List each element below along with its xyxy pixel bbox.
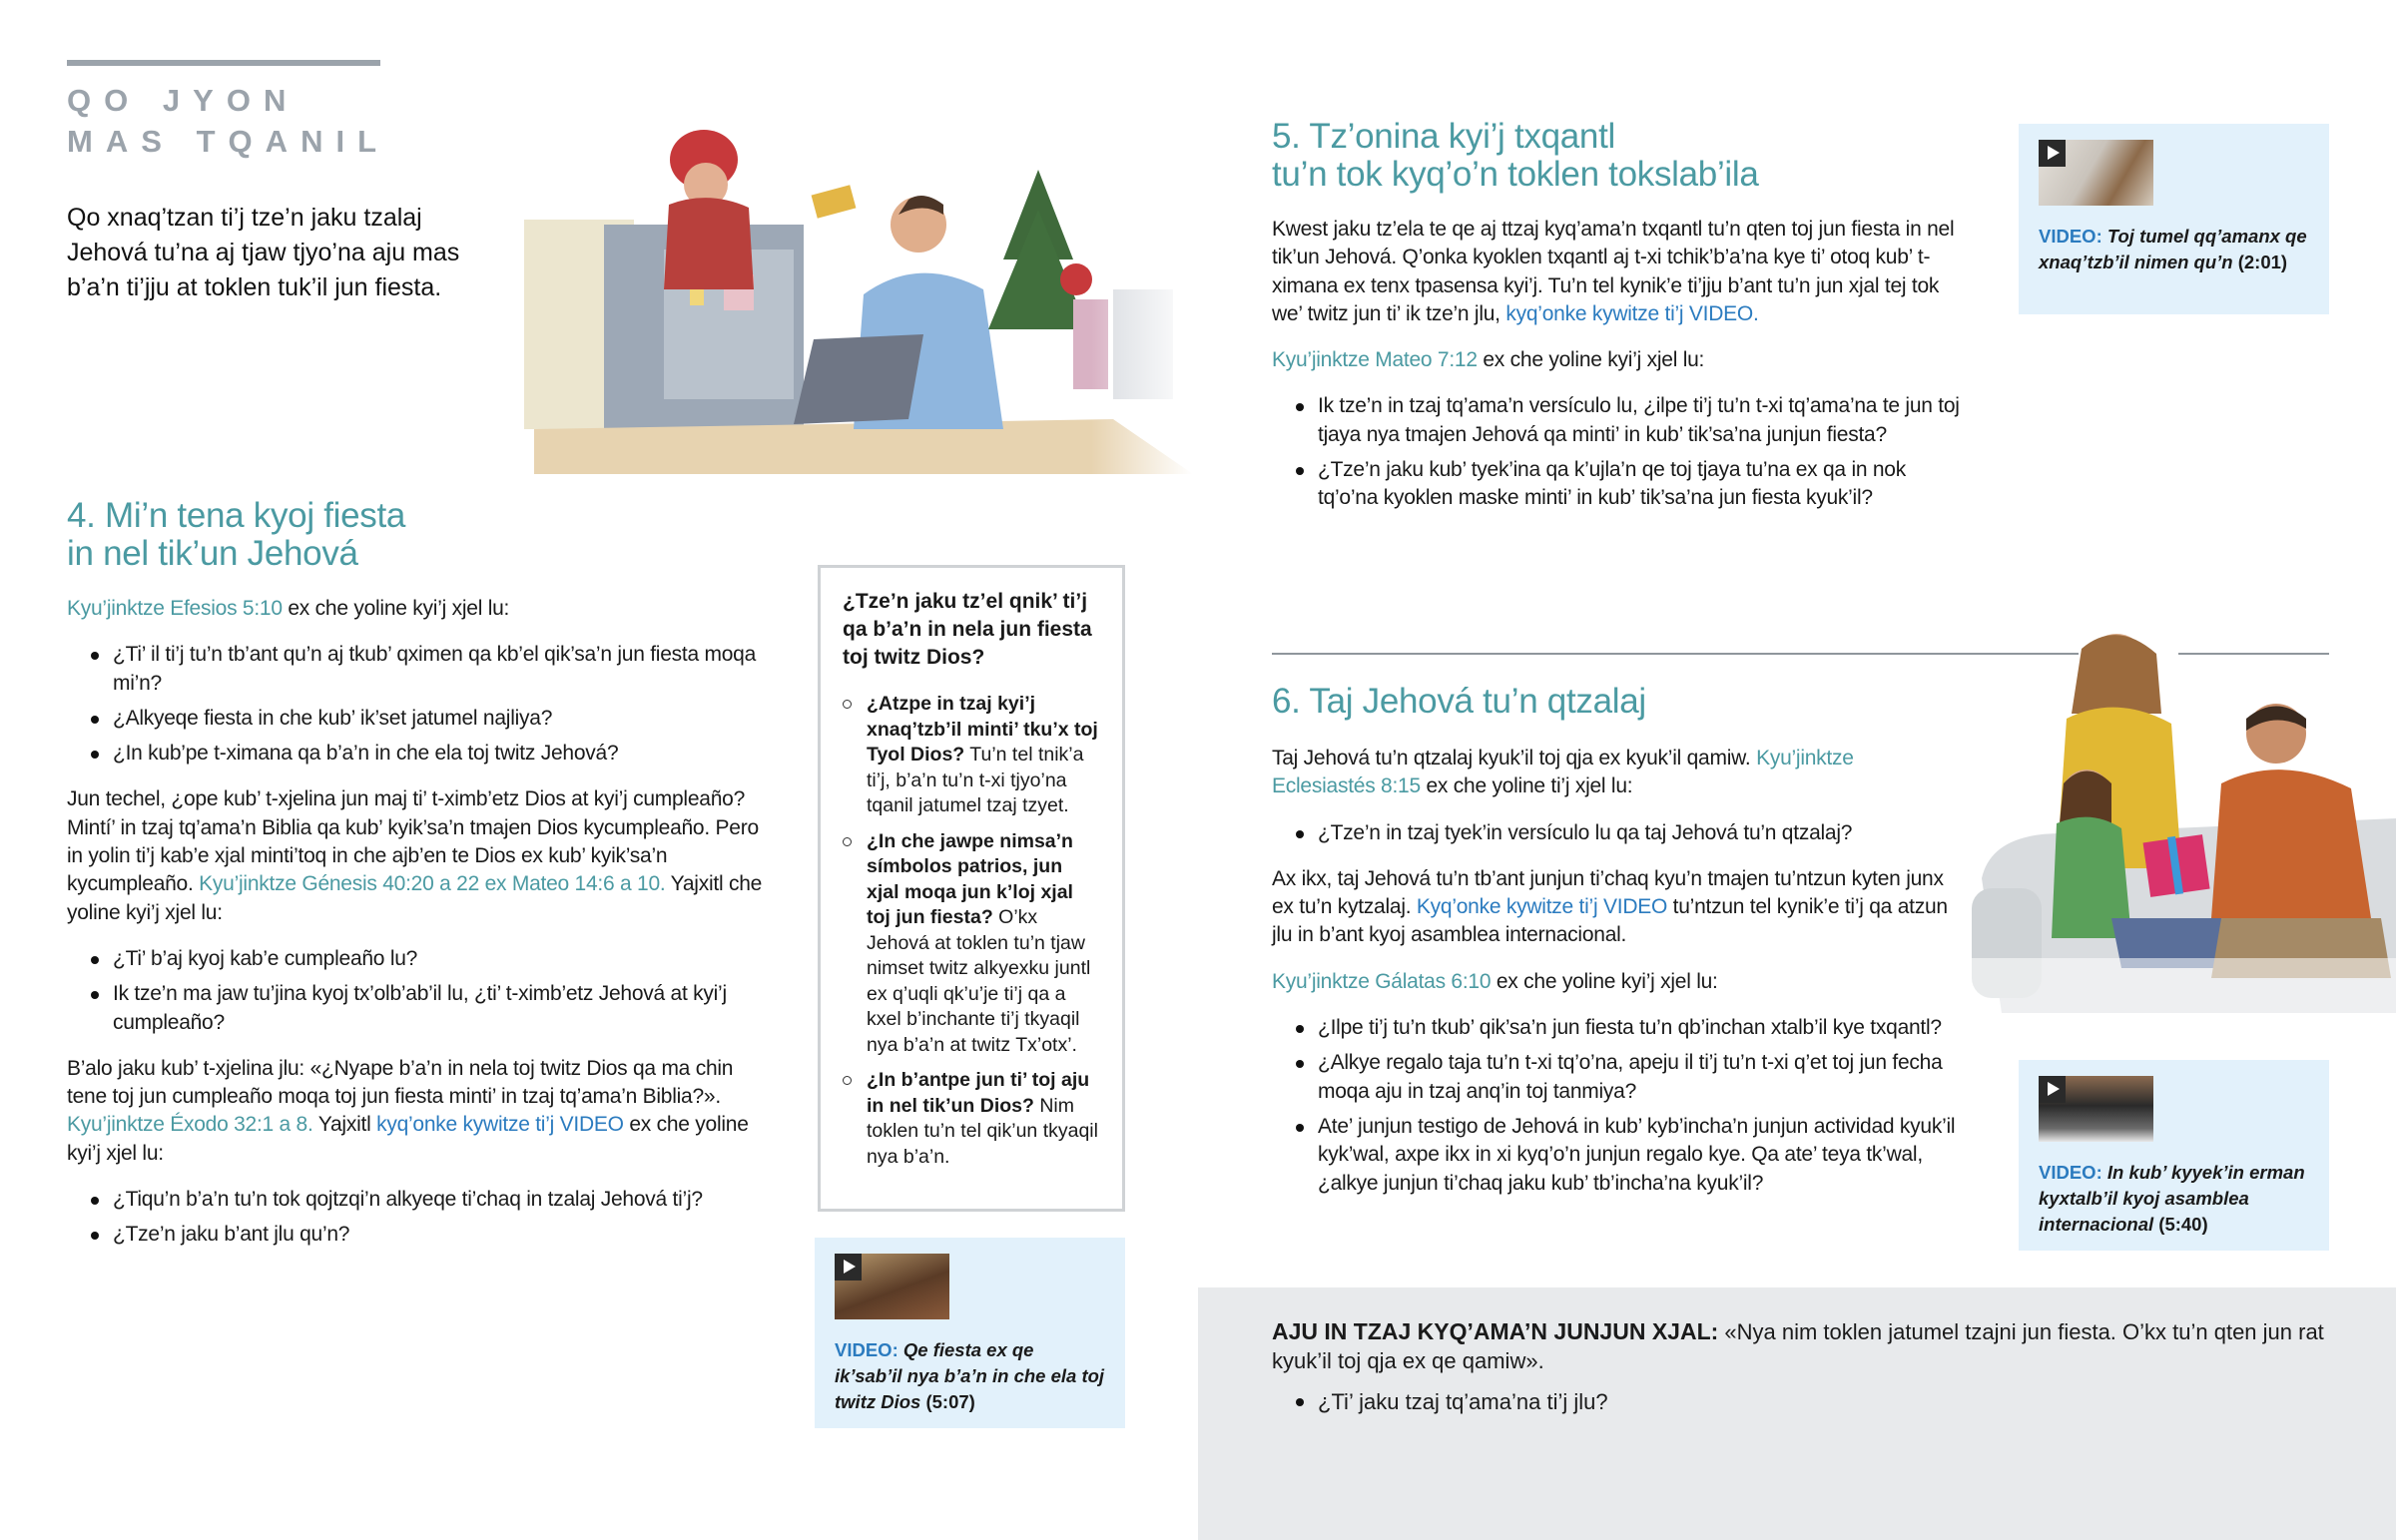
opinion-question-list — [1272, 1387, 2330, 1416]
text-run: tu’ntzun tel kynik’e ti’j qa atzun jlu in b’ant kyoj asamblea internacional. — [1272, 895, 1948, 947]
scripture-reference[interactable]: Kyu’jinktze Gálatas 6:10 — [1272, 969, 1492, 993]
sidebar-box-item — [867, 692, 1100, 819]
paragraph — [1272, 968, 1961, 996]
text-run: Jun techel, ¿ope kub’ t-xjelina jun maj ti’ t-ximb’etz Dios at kyi’j cumpleaño? Mintí’ in tzaj tq’ama’n Biblia qa kub’ kyik’sa’n tmajen Dios kycumpleaño. Pero in yolin ti’j kab’e xjal minti’toq in che ajb’en te Dios ex kub’ kyik’sa’n kycumpleaño. — [67, 787, 759, 896]
video-thumbnail[interactable] — [2039, 140, 2153, 206]
paragraph — [1272, 745, 1961, 801]
text-run: Ax ikx, taj Jehová tu’n tb’ant junjun ti’chaq kyu’n tmajen tu’ntzun kyten junx ex tu’n kytzalaj. — [1272, 866, 1944, 919]
question-item: ¿Tze’n in tzaj tyek’in versículo lu qa taj Jehová tu’n qtzalaj? — [1318, 819, 1961, 847]
section-divider — [1272, 653, 2079, 655]
item-answer: O’kx Jehová at toklen tu’n tjaw nimset twitz alkyexku juntl ex q’uqli qk’u’je ti’j qa a kxel b’inchante ti’j tkyaqil nya b’a’n at twitz Tx’otx’. — [867, 906, 1091, 1056]
question-item: Ate’ junjun testigo de Jehová in kub’ kyb’incha’n junjun actividad kyuk’il kyk’wal, axpe ikx in xi kyq’o’n junjun regalo kye. Qa ate’ teya tk’wal, ¿alkye junjun ti’chaq jaku kub’ tb’incha’na kyuk’il? — [1318, 1113, 1961, 1198]
video-duration: (2:01) — [2237, 252, 2288, 272]
family-gift-illustration — [1972, 619, 2396, 1013]
video-label[interactable]: VIDEO: — [2039, 1162, 2102, 1183]
video-link[interactable]: kyq’onke kywitze ti’j VIDEO — [376, 1113, 624, 1137]
section-4 — [67, 497, 766, 1268]
sidebar-box-item — [867, 1068, 1100, 1170]
scripture-reference[interactable]: Kyu’jinktze Génesis 40:20 a 22 ex Mateo 14:6 a 10. — [199, 872, 666, 896]
sec5-heading — [1272, 118, 1971, 194]
scripture-reference[interactable]: Kyu’jinktze Éxodo 32:1 a 8. — [67, 1113, 313, 1137]
question-item: ¿Ti’ b’aj kyoj kab’e cumpleaño lu? — [113, 945, 766, 973]
text-run: ex che yoline ti’j xjel lu: — [1420, 774, 1633, 798]
question-list — [1272, 392, 1971, 512]
play-icon[interactable] — [2039, 140, 2066, 167]
video-link[interactable]: kyq’onke kywitze ti’j VIDEO. — [1505, 301, 1759, 325]
sidebar-box-list — [843, 692, 1100, 1170]
video-thumbnail[interactable] — [2039, 1076, 2153, 1142]
section-6 — [1272, 683, 1961, 1216]
text-run: ex che yoline kyi’j xjel lu: — [282, 597, 510, 620]
question-item: ¿Ti’ il ti’j tu’n tb’ant qu’n aj tkub’ qximen qa kb’el qik’sa’n jun fiesta moqa mi’n? — [113, 641, 766, 698]
question-item: ¿Ilpe ti’j tu’n tkub’ qik’sa’n jun fiesta tu’n qb’inchan xtalb’il kye txqantl? — [1318, 1014, 1961, 1042]
text-run: Kwest jaku tz’ela te qe aj ttzaj kyq’ama’n txqantl tu’n qten toj jun fiesta in nel tik’un Jehová. Q’onka kyoklen txqantl aj t-xi tchik’b’a’na kye ti’ otoq kub’ t-ximana ex tenx tpasensa kyi’j. Tu’n tel kynik’e ti’jju b’ant tu’n jun xjal tej tok we’ twitz jun ti’ ik tze’n jlu, — [1272, 218, 1955, 325]
heading-line: 5. Tz’onina kyi’j txqantl — [1272, 117, 1615, 156]
paragraph — [67, 1055, 766, 1168]
video-card-fiestas[interactable] — [815, 1238, 1125, 1428]
item-answer: Nim toklen tu’n tel qik’un tkyaqil nya b’a’n. — [867, 1094, 1098, 1168]
item-answer: Tu’n tel tnik’a ti’j, b’a’n tu’n t-xi tjyo’na tqanil jatumel tzaj tzyet. — [867, 744, 1084, 816]
heading-line: tu’n tok kyq’o’n toklen tokslab’ila — [1272, 155, 1759, 194]
video-card-asamblea[interactable] — [2019, 1060, 2329, 1251]
question-list — [67, 1186, 766, 1250]
question-item: ¿Alkye regalo taja tu’n t-xi tq’o’na, apeju il ti’j tu’n t-xi q’et toj jun fecha moqa aju in tzaj anq’in toj tanmiya? — [1318, 1049, 1961, 1106]
header-rule — [67, 60, 380, 66]
play-icon[interactable] — [2039, 1076, 2066, 1103]
question-item: ¿Tiqu’n b’a’n tu’n tok qojtzqi’n alkyeqe ti’chaq in tzalaj Jehová ti’j? — [113, 1186, 766, 1214]
intro-text: Qo xnaq’tzan ti’j tze’n jaku tzalaj Jehová tu’na aj tjaw tjyo’na aju mas b’a’n ti’jju at toklen tuk’il jun fiesta. — [67, 204, 460, 301]
question-list — [67, 641, 766, 768]
opinion-question: ¿Ti’ jaku tzaj tq’ama’na ti’j jlu? — [1318, 1387, 2330, 1416]
question-list — [67, 945, 766, 1037]
sidebar-box-fiesta-questions — [818, 565, 1125, 1212]
scripture-reference[interactable]: Kyu’jinktze Eclesiastés 8:15 — [1272, 747, 1854, 798]
kicker-line-2: MAS TQANIL — [67, 124, 390, 159]
text-run: ex che yoline kyi’j xjel lu: — [1491, 969, 1718, 993]
video-label[interactable]: VIDEO: — [2039, 226, 2102, 247]
section-5 — [1272, 118, 1971, 531]
video-link[interactable]: Kyq’onke kywitze ti’j VIDEO — [1416, 895, 1668, 919]
heading-line: 4. Mi’n tena kyoj fiesta — [67, 496, 406, 535]
play-icon[interactable] — [835, 1254, 862, 1281]
question-item: ¿Alkyeqe fiesta in che kub’ ik’set jatumel najliya? — [113, 705, 766, 733]
video-label[interactable]: VIDEO: — [835, 1339, 898, 1360]
text-run: B’alo jaku kub’ t-xjelina jlu: «¿Nyape b’a’n in nela toj twitz Dios qa ma chin tene toj jun cumpleaño moqa toj jun fiesta minti’ in tzaj tq’ama’n Biblia?». — [67, 1056, 734, 1109]
item-question: ¿Atzpe in tzaj kyi’j xnaq’tzb’il minti’ tku’x toj Tyol Dios? — [867, 693, 1098, 766]
paragraph — [1272, 346, 1971, 374]
paragraph — [1272, 865, 1961, 950]
video-duration: (5:40) — [2158, 1214, 2208, 1235]
scripture-reference[interactable]: Kyu’jinktze Efesios 5:10 — [67, 597, 283, 620]
opinion-panel — [1198, 1287, 2396, 1540]
paragraph — [67, 785, 766, 926]
video-duration: (5:07) — [925, 1391, 975, 1412]
paragraph — [1272, 216, 1971, 328]
opinion-label: AJU IN TZAJ KYQ’AMA’N JUNJUN XJAL: — [1272, 1318, 1719, 1344]
paragraph — [67, 595, 766, 623]
opinion-quote: «Nya nim toklen jatumel tzajni jun fiesta. O’kx tu’n qten jun rat kyuk’il toj qja ex qe qamiw». — [1272, 1319, 2324, 1373]
sidebar-box-item — [867, 829, 1100, 1059]
text-run: Taj Jehová tu’n qtzalaj kyuk’il toj qja ex kyuk’il qamiw. — [1272, 747, 1757, 770]
section-kicker — [67, 80, 389, 162]
text-run: Yajxitl — [312, 1113, 377, 1137]
question-list — [1272, 819, 1961, 847]
heading-line: 6. Taj Jehová tu’n qtzalaj — [1272, 682, 1646, 721]
video-card-xnaqtzbil[interactable] — [2019, 124, 2329, 314]
heading-line: in nel tik’un Jehová — [67, 534, 358, 573]
video-title[interactable]: Qe fiesta ex qe ik’sab’il nya b’a’n in che ela toj twitz Dios — [835, 1339, 1105, 1412]
text-run: Yajxitl che yoline kyi’j xjel lu: — [67, 872, 763, 924]
video-title[interactable]: In kub’ kyyek’in erman kyxtalb’il kyoj asamblea internacional — [2039, 1162, 2305, 1235]
question-item: Ik tze’n in tzaj tq’ama’n versículo lu, ¿ilpe ti’j tu’n t-xi tq’ama’na te jun toj tjaya nya tmajen Jehová qa minti’ in kub’ tik’sa’na junjun fiesta? — [1318, 392, 1971, 449]
question-item: ¿In kub’pe t-ximana qa b’a’n in che ela toj twitz Jehová? — [113, 740, 766, 768]
video-thumbnail[interactable] — [835, 1254, 949, 1319]
sec6-heading — [1272, 683, 1961, 721]
video-title[interactable]: Toj tumel qq’amanx qe xnaq’tzb’il nimen qu’n — [2039, 226, 2307, 272]
kicker-line-1: QO JYON — [67, 83, 300, 118]
scripture-reference[interactable]: Kyu’jinktze Mateo 7:12 — [1272, 348, 1478, 372]
question-item: ¿Tze’n jaku kub’ tyek’ina qa k’ujla’n qe toj tjaya tu’na ex qa in nok tq’o’na kyoklen maske minti’ in kub’ tik’sa’na jun fiesta kyuk’il? — [1318, 456, 1971, 513]
item-question: ¿In che jawpe nimsa’n símbolos patrios, jun xjal moqa jun k’loj xjal toj jun fiesta? — [867, 829, 1073, 928]
sidebar-box-title: ¿Tze’n jaku tz’el qnik’ ti’j qa b’a’n in nela jun fiesta toj twitz Dios? — [843, 590, 1092, 669]
question-item: Ik tze’n ma jaw tu’jina kyoj tx’olb’ab’il lu, ¿ti’ t-ximb’etz Jehová at kyi’j cumpleaño? — [113, 980, 766, 1037]
item-question: ¿In b’antpe jun ti’ toj aju in nel tik’un Dios? — [867, 1069, 1090, 1117]
office-party-illustration — [514, 90, 1193, 474]
text-run: ex che yoline kyi’j xjel lu: — [1477, 348, 1705, 372]
sec4-heading — [67, 497, 766, 573]
text-run: ex che yoline kyi’j xjel lu: — [67, 1113, 749, 1165]
question-item: ¿Tze’n jaku b’ant jlu qu’n? — [113, 1221, 766, 1249]
question-list — [1272, 1014, 1961, 1198]
